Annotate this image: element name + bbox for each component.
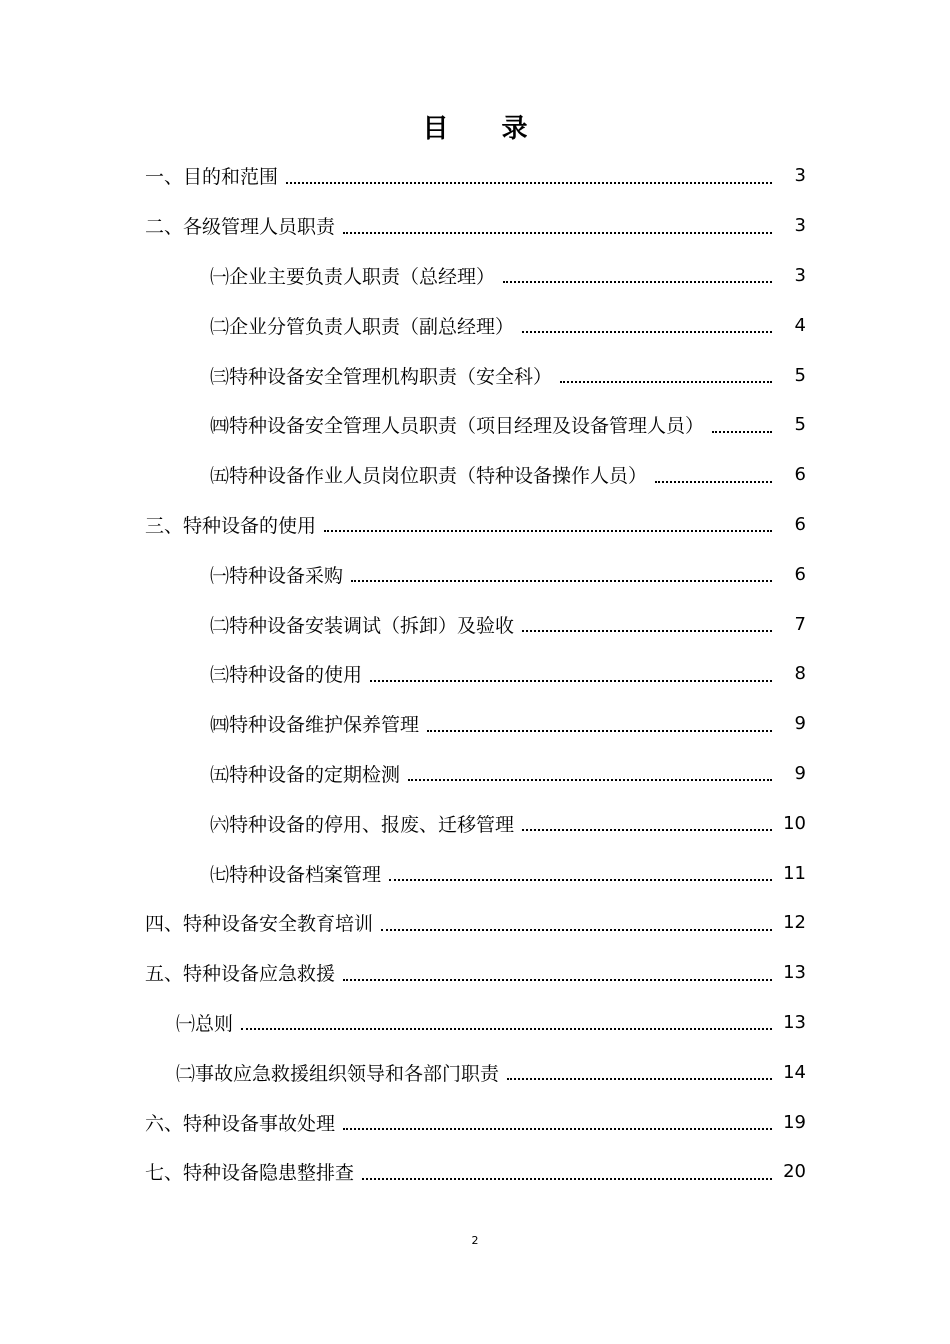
- toc-entry-page-number: 6: [794, 513, 806, 535]
- toc-entry-label: 四、特种设备安全教育培训: [145, 913, 374, 936]
- toc-entry-page-number: 20: [783, 1161, 806, 1183]
- toc-entry-page-number: 5: [794, 414, 806, 436]
- toc-entry-page-number: 13: [783, 962, 806, 984]
- toc-dot-leader: [241, 1028, 772, 1030]
- toc-entry[interactable]: [0, 649, 950, 699]
- table-of-contents: [0, 151, 950, 1197]
- toc-entry-label: 二、各级管理人员职责: [145, 216, 336, 239]
- toc-entry-label: ㈤特种设备作业人员岗位职责（特种设备操作人员）: [210, 465, 648, 488]
- toc-entry-label: ㈤特种设备的定期检测: [210, 763, 401, 786]
- toc-entry-page-number: 3: [794, 165, 806, 187]
- toc-entry-label: 六、特种设备事故处理: [145, 1112, 336, 1135]
- toc-entry-page-number: 9: [794, 762, 806, 784]
- toc-entry-label: 三、特种设备的使用: [145, 514, 317, 537]
- toc-entry[interactable]: [0, 998, 950, 1048]
- toc-entry[interactable]: [0, 500, 950, 550]
- toc-dot-leader: [362, 1178, 772, 1180]
- toc-dot-leader: [408, 779, 772, 781]
- toc-entry[interactable]: [0, 848, 950, 898]
- toc-entry-label: 一、目的和范围: [145, 166, 279, 189]
- toc-entry[interactable]: [0, 300, 950, 350]
- toc-entry-label: ㈠总则: [176, 1012, 234, 1035]
- toc-entry-page-number: 19: [783, 1111, 806, 1133]
- page-number: 2: [471, 1234, 479, 1247]
- toc-entry-page-number: 10: [783, 812, 806, 834]
- toc-dot-leader: [370, 680, 772, 682]
- toc-entry-page-number: 6: [794, 563, 806, 585]
- toc-dot-leader: [324, 530, 772, 532]
- toc-entry[interactable]: [0, 549, 950, 599]
- toc-dot-leader: [522, 630, 772, 632]
- toc-entry[interactable]: [0, 1147, 950, 1197]
- toc-entry-page-number: 4: [794, 314, 806, 336]
- toc-entry-page-number: 8: [794, 663, 806, 685]
- toc-entry[interactable]: [0, 599, 950, 649]
- toc-dot-leader: [560, 381, 772, 383]
- toc-entry[interactable]: [0, 898, 950, 948]
- toc-entry-page-number: 12: [783, 912, 806, 934]
- toc-entry-page-number: 6: [794, 464, 806, 486]
- toc-entry-label: ㈠企业主要负责人职责（总经理）: [210, 265, 496, 288]
- toc-dot-leader: [507, 1078, 772, 1080]
- toc-dot-leader: [522, 829, 772, 831]
- toc-entry[interactable]: [0, 749, 950, 799]
- toc-entry-label: ㈡特种设备安装调试（拆卸）及验收: [210, 614, 515, 637]
- toc-dot-leader: [286, 182, 772, 184]
- toc-dot-leader: [427, 730, 772, 732]
- toc-entry[interactable]: [0, 350, 950, 400]
- toc-entry-label: ㈠特种设备采购: [210, 564, 344, 587]
- toc-entry-page-number: 3: [794, 264, 806, 286]
- toc-dot-leader: [351, 580, 772, 582]
- toc-entry[interactable]: [0, 201, 950, 251]
- toc-entry[interactable]: [0, 450, 950, 500]
- toc-dot-leader: [343, 232, 772, 234]
- toc-dot-leader: [343, 979, 772, 981]
- toc-entry[interactable]: [0, 948, 950, 998]
- toc-entry-page-number: 7: [794, 613, 806, 635]
- toc-entry[interactable]: [0, 400, 950, 450]
- toc-dot-leader: [389, 879, 772, 881]
- toc-entry-label: ㈢特种设备安全管理机构职责（安全科）: [210, 365, 553, 388]
- toc-entry-page-number: 3: [794, 215, 806, 237]
- toc-entry-label: ㈥特种设备的停用、报废、迁移管理: [210, 813, 515, 836]
- toc-entry-page-number: 14: [783, 1061, 806, 1083]
- toc-dot-leader: [343, 1128, 772, 1130]
- toc-entry[interactable]: [0, 1047, 950, 1097]
- toc-dot-leader: [655, 481, 772, 483]
- toc-dot-leader: [712, 431, 772, 433]
- toc-entry-page-number: 11: [783, 862, 806, 884]
- toc-entry-page-number: 13: [783, 1011, 806, 1033]
- toc-entry-label: ㈣特种设备安全管理人员职责（项目经理及设备管理人员）: [210, 415, 705, 438]
- toc-entry[interactable]: [0, 1097, 950, 1147]
- toc-entry-label: ㈢特种设备的使用: [210, 664, 363, 687]
- toc-entry-label: ㈡事故应急救援组织领导和各部门职责: [176, 1062, 500, 1085]
- toc-dot-leader: [503, 281, 772, 283]
- toc-dot-leader: [522, 331, 772, 333]
- toc-entry[interactable]: [0, 798, 950, 848]
- toc-entry-label: ㈦特种设备档案管理: [210, 863, 382, 886]
- toc-entry[interactable]: [0, 699, 950, 749]
- toc-entry-label: 五、特种设备应急救援: [145, 963, 336, 986]
- toc-entry-label: ㈡企业分管负责人职责（副总经理）: [210, 315, 515, 338]
- toc-dot-leader: [381, 929, 772, 931]
- toc-entry-label: 七、特种设备隐患整排查: [145, 1162, 355, 1185]
- toc-entry-page-number: 9: [794, 713, 806, 735]
- toc-entry[interactable]: [0, 151, 950, 201]
- toc-entry-page-number: 5: [794, 364, 806, 386]
- toc-entry[interactable]: [0, 251, 950, 301]
- toc-title: 目 录: [422, 114, 550, 144]
- toc-entry-label: ㈣特种设备维护保养管理: [210, 714, 420, 737]
